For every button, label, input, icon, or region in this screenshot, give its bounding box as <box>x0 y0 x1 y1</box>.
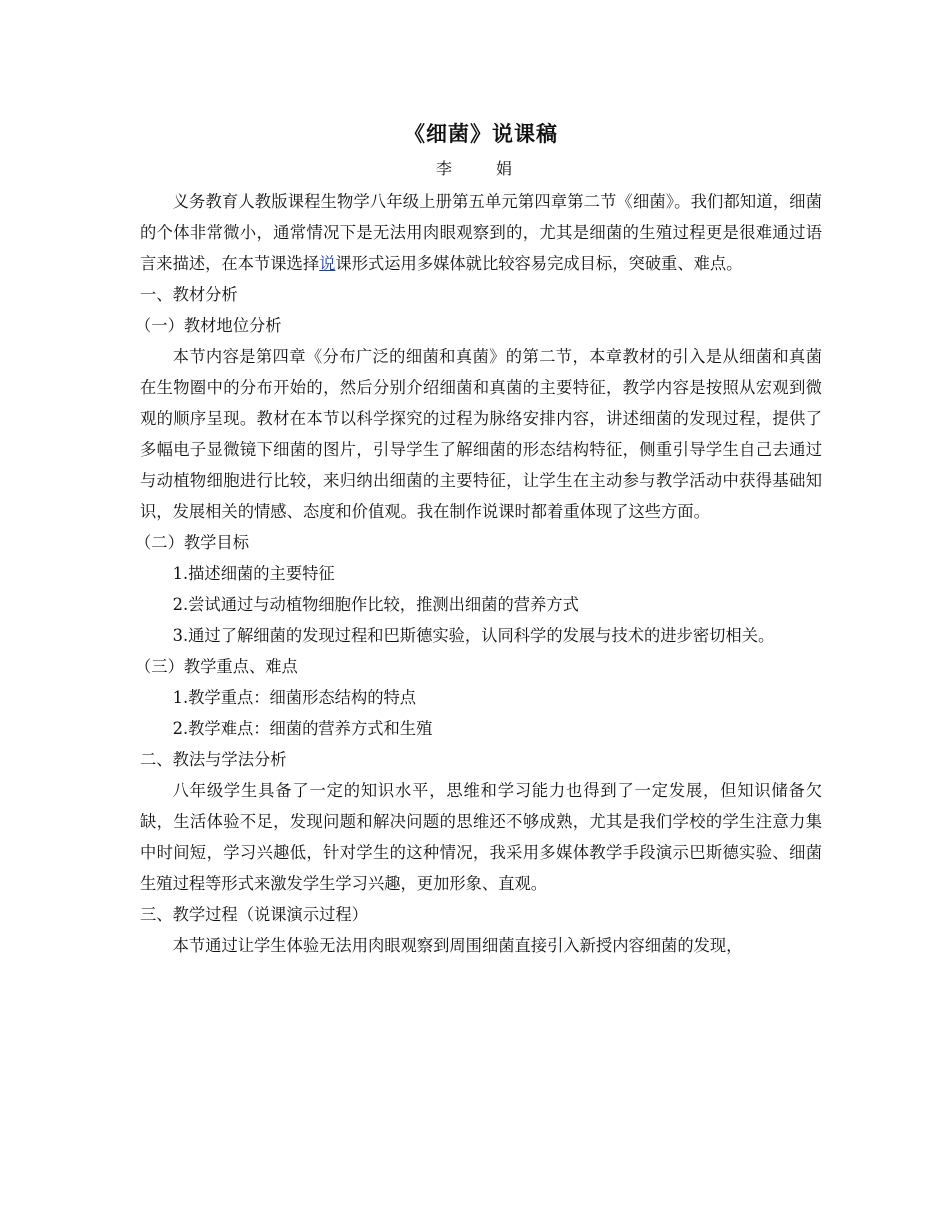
intro-link[interactable]: 说 <box>319 254 336 273</box>
section-2-heading: 二、教法与学法分析 <box>140 750 287 769</box>
objective-item: 2.尝试通过与动植物细胞作比较，推测出细菌的营养方式 <box>172 595 579 614</box>
section-3-paragraph: 本节通过让学生体验无法用肉眼观察到周围细菌直接引入新授内容细菌的发现， <box>172 936 743 955</box>
section-3-heading: 三、教学过程（说课演示过程） <box>140 905 368 924</box>
document-title: 《细菌》说课稿 <box>404 121 558 146</box>
key-point-item: 1.教学重点：细菌形态结构的特点 <box>172 688 417 707</box>
intro-text-before-link: 义务教育人教版课程生物学八年级上册第五单元第四章第二节《细菌》。我们都知道，细菌的个体非常微小，通常情况下是无法用肉眼观察到的，尤其是细菌的生殖过程更是很难通过语言来描述，在本节课选择 <box>140 192 822 273</box>
objective-item: 3.通过了解细菌的发现过程和巴斯德实验，认同科学的发展与技术的进步密切相关。 <box>172 626 775 645</box>
section-1-2-heading: （二）教学目标 <box>135 533 249 552</box>
section-1-1-heading: （一）教材地位分析 <box>135 316 282 335</box>
intro-text-after-link: 课形式运用多媒体就比较容易完成目标，突破重、难点。 <box>335 254 743 273</box>
section-1-3-heading: （三）教学重点、难点 <box>135 657 298 676</box>
section-1-1-paragraph: 本节内容是第四章《分布广泛的细菌和真菌》的第二节，本章教材的引入是从细菌和真菌在生物圈中的分布开始的，然后分别介绍细菌和真菌的主要特征，教学内容是按照从宏观到微观的顺序呈现。教材在本节以科学探究的过程为脉络安排内容，讲述细菌的发现过程，提供了多幅电子显微镜下细菌的图片，引导学生了解细菌的形态结构特征，侧重引导学生自己去通过与动植物细胞进行比较，来归纳出细菌的主要特征，让学生在主动参与教学活动中获得基础知识，发展相关的情感、态度和价值观。我在制作说课时都着重体现了这些方面。 <box>140 347 822 521</box>
key-point-item: 2.教学难点：细菌的营养方式和生殖 <box>172 719 433 738</box>
intro-paragraph <box>140 186 822 279</box>
section-2-paragraph: 八年级学生具备了一定的知识水平，思维和学习能力也得到了一定发展，但知识储备欠缺，生活体验不足，发现问题和解决问题的思维还不够成熟，尤其是我们学校的学生注意力集中时间短，学习兴趣低，针对学生的这种情况，我采用多媒体教学手段演示巴斯德实验、细菌生殖过程等形式来激发学生学习兴趣，更加形象、直观。 <box>140 781 822 893</box>
objective-item: 1.描述细菌的主要特征 <box>172 564 335 583</box>
document-author: 李 娟 <box>435 159 526 178</box>
section-1-heading: 一、教材分析 <box>140 285 238 304</box>
